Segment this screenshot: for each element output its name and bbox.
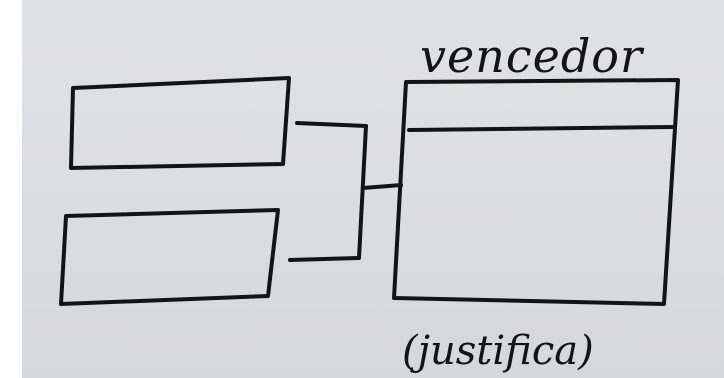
winner-box <box>394 80 678 304</box>
bracket-arm-top <box>297 123 366 126</box>
bracket-connector <box>363 185 401 188</box>
bracket-vertical <box>359 126 366 258</box>
winner-label: vencedor <box>420 29 643 83</box>
bracket-arm-bottom <box>290 258 358 260</box>
justify-label: (justifica) <box>402 328 594 374</box>
competitor-box-top <box>71 78 289 168</box>
competitor-box-bottom <box>61 210 278 304</box>
winner-name-divider <box>409 127 672 130</box>
